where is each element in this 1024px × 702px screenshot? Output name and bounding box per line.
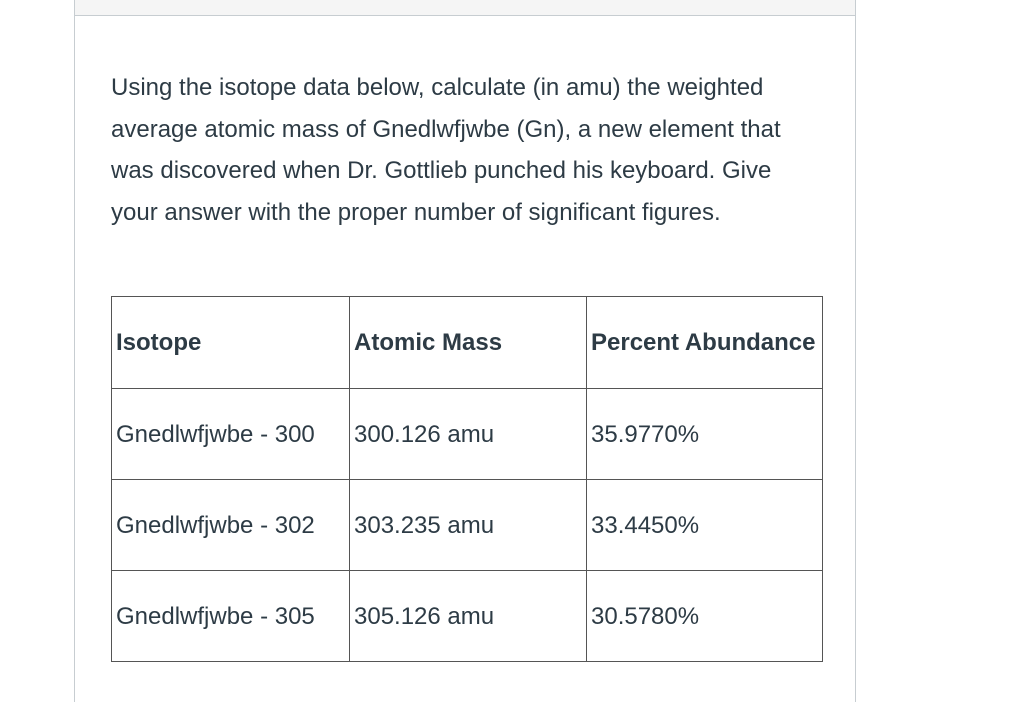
isotope-table <box>111 296 823 662</box>
table-row <box>112 480 823 571</box>
header-atomic-mass: Atomic Mass <box>350 297 587 389</box>
cell-percent-abundance: 33.4450% <box>587 480 823 571</box>
cell-isotope: Gnedlwfjwbe - 305 <box>112 571 350 662</box>
table-row <box>112 389 823 480</box>
cell-percent-abundance: 30.5780% <box>587 571 823 662</box>
cell-atomic-mass: 303.235 amu <box>350 480 587 571</box>
question-card-header <box>75 0 855 16</box>
cell-percent-abundance: 35.9770% <box>587 389 823 480</box>
question-card <box>74 0 856 702</box>
header-percent-abundance: Percent Abundance <box>587 297 823 389</box>
table-row <box>112 571 823 662</box>
header-isotope: Isotope <box>112 297 350 389</box>
cell-atomic-mass: 300.126 amu <box>350 389 587 480</box>
cell-atomic-mass: 305.126 amu <box>350 571 587 662</box>
cell-isotope: Gnedlwfjwbe - 300 <box>112 389 350 480</box>
cell-isotope: Gnedlwfjwbe - 302 <box>112 480 350 571</box>
question-text: Using the isotope data below, calculate (in amu) the weighted average atomic mass of Gnedlwfjwbe (Gn), a new element that was discovered when Dr. Gottlieb punched his keyboard. Give your answer with the proper number of significant figures. <box>111 74 781 226</box>
table-header-row <box>112 297 823 389</box>
